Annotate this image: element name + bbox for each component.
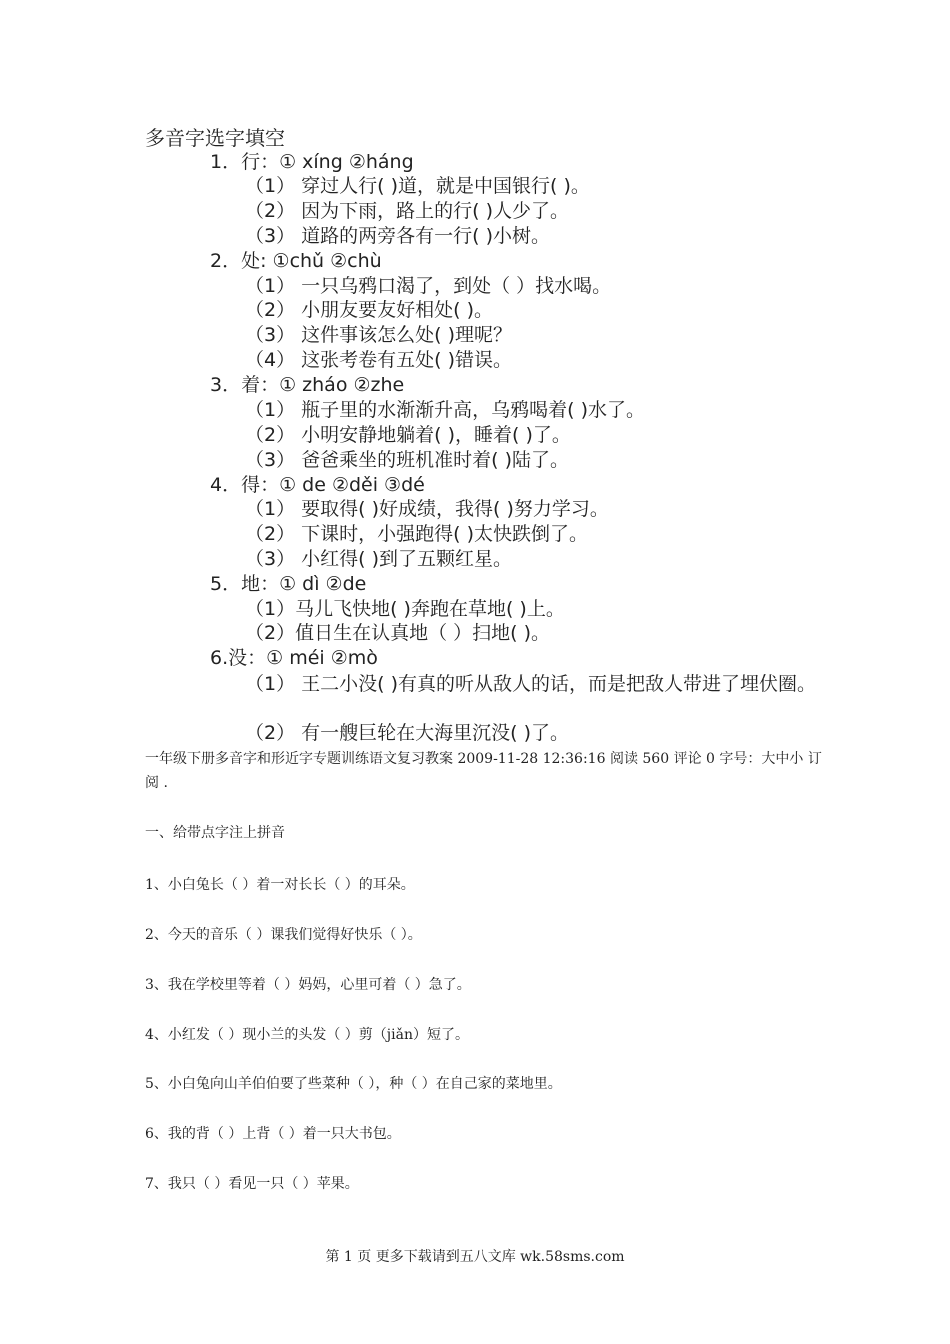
exercise-item: 1、小白兔长（ ）着一对长长（ ）的耳朵。 xyxy=(145,877,415,893)
question-2-label: 2．处: ①chǔ ②chù xyxy=(210,250,382,272)
exercise-item: 7、我只（ ）看见一只（ ）苹果。 xyxy=(145,1176,359,1192)
question-2-item-2: （2） 小朋友要友好相处( )。 xyxy=(245,299,493,321)
question-1-item-3: （3） 道路的两旁各有一行( )小树。 xyxy=(245,225,550,247)
exercise-item: 5、小白兔向山羊伯伯要了些菜种（ ），种（ ）在自己家的菜地里。 xyxy=(145,1076,562,1092)
section-heading: 一、给带点字注上拼音 xyxy=(145,825,285,841)
exercise-item: 6、我的背（ ）上背（ ）着一只大书包。 xyxy=(145,1126,401,1142)
question-1-item-2: （2） 因为下雨，路上的行( )人少了。 xyxy=(245,200,569,222)
question-3-item-3: （3） 爸爸乘坐的班机准时着( )陆了。 xyxy=(245,449,569,471)
question-4-item-3: （3） 小红得( )到了五颗红星。 xyxy=(245,548,512,570)
question-4-label: 4．得：① de ②děi ③dé xyxy=(210,474,425,496)
question-2-item-3: （3） 这件事该怎么处( )理呢？ xyxy=(245,324,512,346)
exercise-item: 4、小红发（ ）现小兰的头发（ ）剪（jiǎn）短了。 xyxy=(145,1027,469,1043)
question-1-label: 1．行：① xíng ②háng xyxy=(210,151,414,173)
question-3-item-1: （1） 瓶子里的水渐渐升高，乌鸦喝着( )水了。 xyxy=(245,399,645,421)
question-5-item-2: （2）值日生在认真地（ ）扫地( )。 xyxy=(245,622,550,644)
question-3-item-2: （2） 小明安静地躺着( )，睡着( )了。 xyxy=(245,424,571,446)
question-6-item-2: （2） 有一艘巨轮在大海里沉没( )了。 xyxy=(245,722,569,744)
question-2-item-4: （4） 这张考卷有五处( )错误。 xyxy=(245,349,512,371)
document-meta: 一年级下册多音字和形近字专题训练语文复习教案 2009-11-28 12:36:16 阅读 560 评论 0 字号：大中小 订阅 . xyxy=(145,751,822,791)
question-5-label: 5．地：① dì ②de xyxy=(210,573,367,595)
exercise-item: 3、我在学校里等着（ ）妈妈，心里可着（ ）急了。 xyxy=(145,977,471,993)
question-5-item-1: （1）马儿飞快地( )奔跑在草地( )上。 xyxy=(245,598,565,620)
question-3-label: 3．着：① zháo ②zhe xyxy=(210,374,405,396)
question-4-item-1: （1） 要取得( )好成绩，我得( )努力学习。 xyxy=(245,498,609,520)
question-4-item-2: （2） 下课时，小强跑得( )太快跌倒了。 xyxy=(245,523,588,545)
exercise-item: 2、今天的音乐（ ）课我们觉得好快乐（ ）。 xyxy=(145,927,422,943)
page-footer: 第 1 页 更多下载请到五八文库 wk.58sms.com xyxy=(325,1249,625,1265)
question-1-item-1: （1） 穿过人行( )道，就是中国银行( )。 xyxy=(245,175,590,197)
question-2-item-1: （1） 一只乌鸦口渴了，到处（ ）找水喝。 xyxy=(245,275,612,297)
page-title: 多音字选字填空 xyxy=(145,126,285,150)
question-6-label: 6.没：① méi ②mò xyxy=(210,647,378,669)
question-6-item-1: （1） 王二小没( )有真的听从敌人的话，而是把敌人带进了埋伏圈。 xyxy=(245,673,816,695)
